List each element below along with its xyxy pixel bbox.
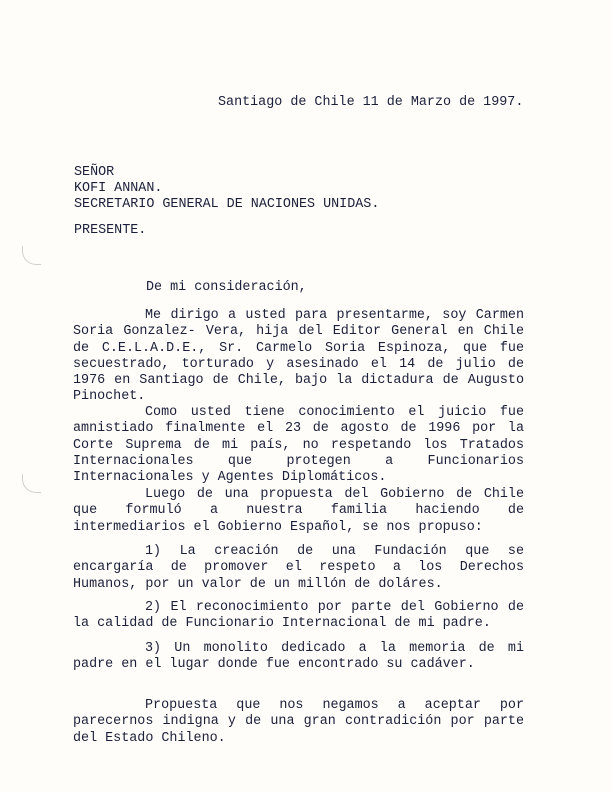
paragraph-3 <box>73 487 524 536</box>
paragraph-line: 1) La creación de una Fundación que se <box>145 544 524 559</box>
paragraph-line: Corte Suprema de mi país, no respetando los Tratados <box>73 437 524 453</box>
paragraph-line: 3) Un monolito dedicado a la memoria de mi <box>145 641 524 656</box>
addressee-presente: PRESENTE. <box>74 223 147 238</box>
paragraph-line: parecernos indigna y de una gran contradición por parte <box>73 714 524 730</box>
paragraph-line: 1976 en Santiago de Chile, bajo la dictadura de Augusto <box>73 373 524 389</box>
paragraph-line: la calidad de Funcionario Internacional de mi padre. <box>73 616 491 632</box>
addressee-salutation: SEÑOR <box>74 165 115 180</box>
paragraph-line: Internacionales y Agentes Diplomáticos. <box>73 470 387 486</box>
paragraph-line: amnistiado finalmente el 23 de agosto de 1996 por la <box>73 421 524 437</box>
addressee-title: SECRETARIO GENERAL DE NACIONES UNIDAS. <box>74 197 380 212</box>
date-line: Santiago de Chile 11 de Marzo de 1997. <box>218 95 524 110</box>
punch-hole-mark-bottom <box>22 474 41 493</box>
paragraph-line: del Estado Chileno. <box>73 730 226 746</box>
addressee-name: KOFI ANNAN. <box>74 181 163 196</box>
paragraph-4 <box>73 544 524 593</box>
paragraph-5 <box>73 600 524 633</box>
paragraph-line: 2) El reconocimiento por parte del Gobierno de <box>145 600 524 615</box>
paragraph-line: Internacionales que protegen a Funcionarios <box>73 453 524 469</box>
paragraph-line: intermediarios el Gobierno Español, se nos propuso: <box>73 519 483 535</box>
paragraph-line: Propuesta que nos negamos a aceptar por <box>145 698 524 713</box>
paragraph-line: encargaría de promover el respeto a los Derechos <box>73 560 524 576</box>
paragraph-line: Luego de una propuesta del Gobierno de Chile <box>145 487 524 502</box>
paragraph-line: padre en el lugar donde fue encontrado su cadáver. <box>73 657 475 673</box>
paragraph-6 <box>73 641 524 674</box>
paragraph-7 <box>73 698 524 747</box>
paragraph-line: Pinochet. <box>73 389 146 405</box>
paragraph-line: Como usted tiene conocimiento el juicio fue <box>145 405 524 420</box>
paragraph-line: Me dirigo a usted para presentarme, soy Carmen <box>145 308 524 323</box>
paragraph-2 <box>73 405 524 486</box>
greeting: De mi consideración, <box>146 280 307 295</box>
paragraph-line: Soria Gonzalez- Vera, hija del Editor General en Chile <box>73 324 524 340</box>
punch-hole-mark-top <box>22 246 41 265</box>
paragraph-1 <box>73 308 524 406</box>
paragraph-line: de C.E.L.A.D.E., Sr. Carmelo Soria Espinoza, que fue <box>73 340 524 356</box>
paragraph-line: que formuló a nuestra familia haciendo de <box>73 503 524 519</box>
paragraph-line: secuestrado, torturado y asesinado el 14 de julio de <box>73 356 524 372</box>
paragraph-line: Humanos, por un valor de un millón de doláres. <box>73 576 443 592</box>
